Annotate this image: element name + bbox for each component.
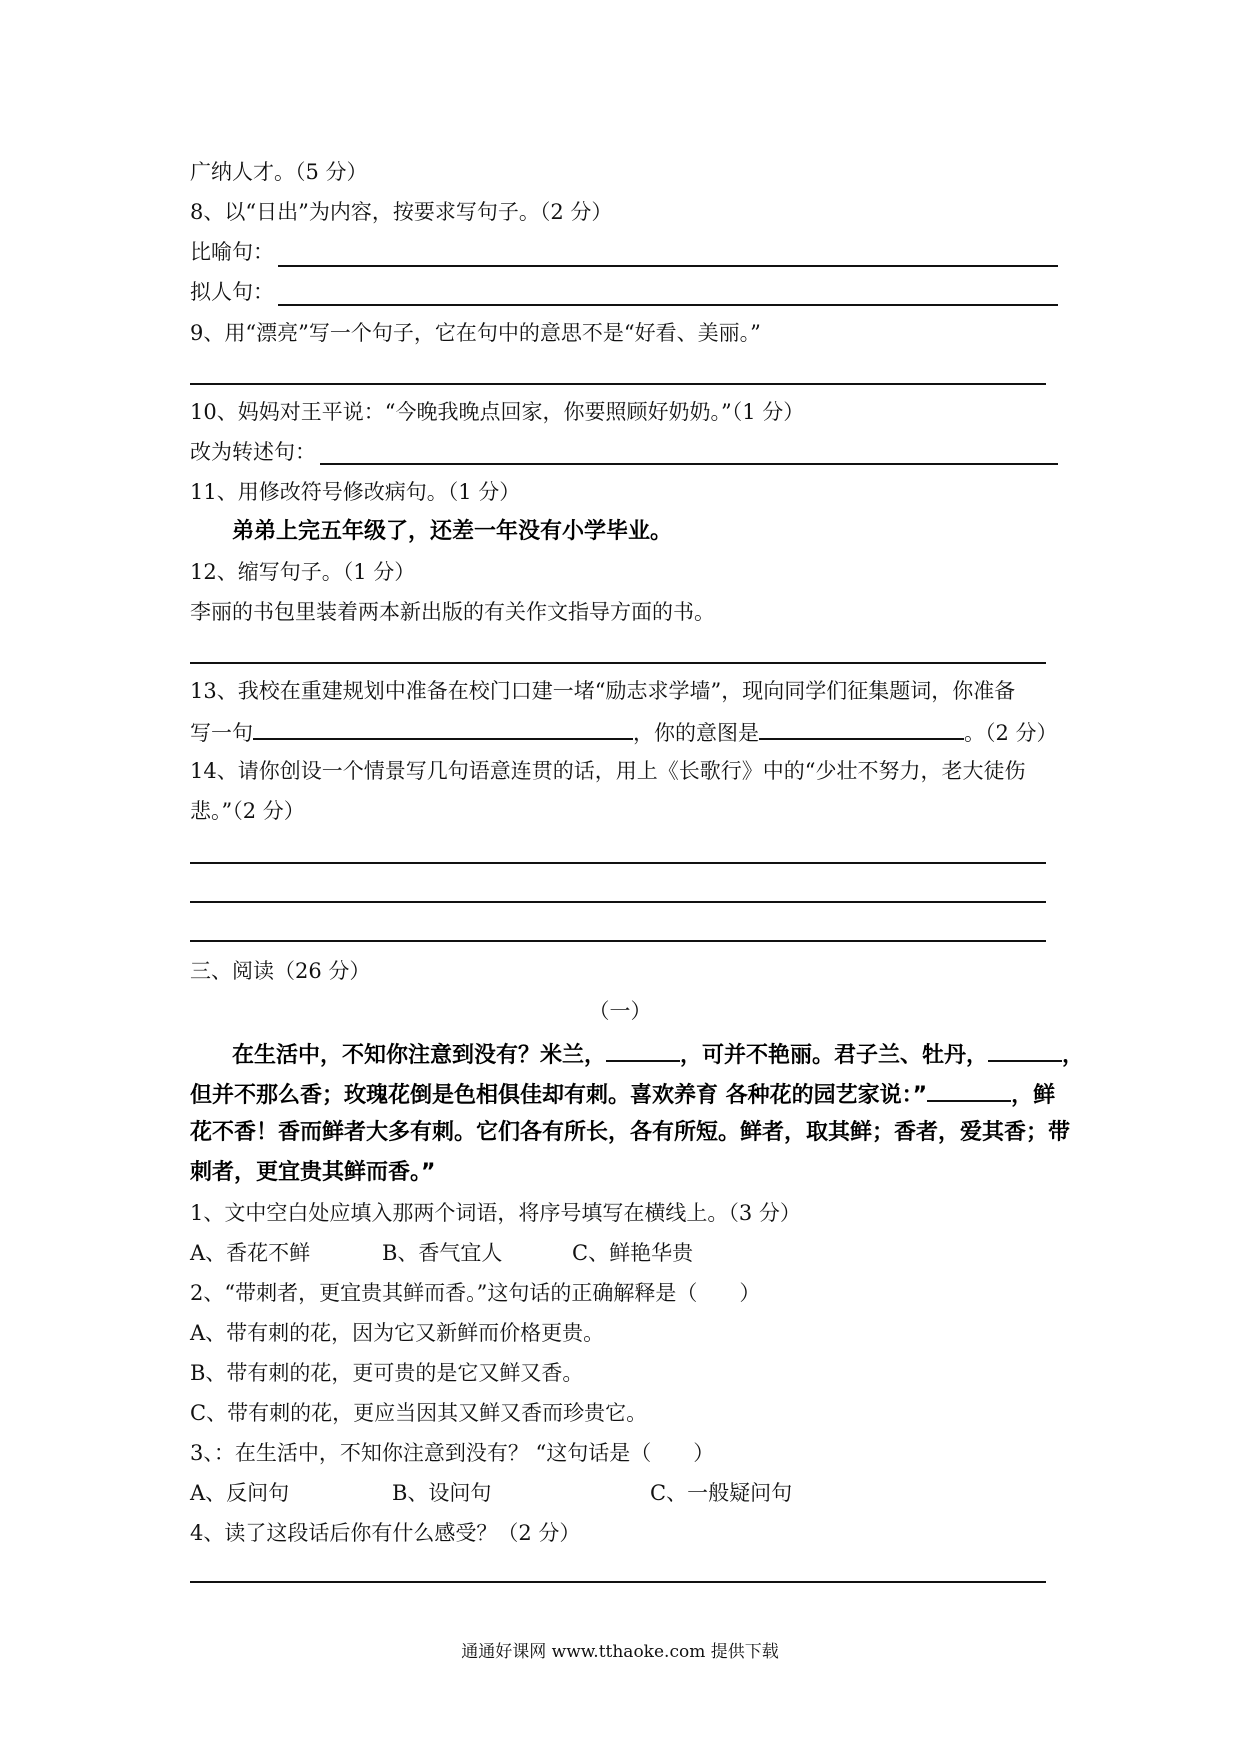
q13-suffix: 。（2 分） <box>964 721 1058 745</box>
indirect-speech-row <box>190 437 316 467</box>
reading-question-3: 3、：在生活中，不知你注意到没有？ “这句话是（ ） <box>190 1441 715 1465</box>
passage-line-1 <box>232 1038 1084 1071</box>
option-a: A、反问句 <box>190 1481 290 1505</box>
footer-credit: 通通好课网 www.tthaoke.com 提供下载 <box>461 1642 779 1662</box>
personification-row <box>190 277 274 307</box>
option-a: A、带有刺的花，因为它又新鲜而价格更贵。 <box>190 1321 605 1345</box>
q13-middle: ，你的意图是 <box>633 721 759 745</box>
option-c: C、一般疑问句 <box>650 1481 793 1505</box>
option-c: C、带有刺的花，更应当因其又鲜又香而珍贵它。 <box>190 1401 648 1425</box>
question-11: 11、用修改符号修改病句。（1 分） <box>190 480 521 504</box>
intention-blank[interactable] <box>759 716 964 740</box>
passage-text: ，鲜 <box>1011 1083 1056 1108</box>
question-13-answer-row <box>190 716 1058 748</box>
passage-line-3: 花不香！香而鲜者大多有刺。它们各有所长，各有所短。鲜者，取其鲜；香者，爱其香；带 <box>190 1120 1071 1145</box>
sentence-to-condense: 李丽的书包里装着两本新出版的有关作文指导方面的书。 <box>190 600 715 624</box>
q9-answer-line[interactable] <box>190 383 1046 385</box>
passage-text: ，可并不艳丽。君子兰、牡丹， <box>680 1043 989 1068</box>
option-b: B、香气宜人 <box>382 1241 503 1265</box>
personification-label: 拟人句： <box>190 280 274 304</box>
q14-answer-line-2[interactable] <box>190 901 1046 903</box>
q14-answer-line-1[interactable] <box>190 862 1046 864</box>
question-10: 10、妈妈对王平说：“今晚我晚点回家，你要照顾好奶奶。”（1 分） <box>190 400 805 424</box>
question-13: 13、我校在重建规划中准备在校门口建一堵“励志求学墙”，现向同学们征集题词，你准备 <box>190 679 1016 703</box>
question-9: 9、用“漂亮”写一个句子，它在句中的意思不是“好看、美丽。” <box>190 321 761 345</box>
reading-question-4: 4、读了这段话后你有什么感受？（2 分） <box>190 1521 581 1545</box>
passage-line-4: 刺者，更宜贵其鲜而香。” <box>190 1160 436 1185</box>
option-c: C、鲜艳华贵 <box>572 1241 694 1265</box>
option-b: B、设问句 <box>392 1481 492 1505</box>
question-12: 12、缩写句子。（1 分） <box>190 560 416 584</box>
section-3-heading: 三、阅读（26 分） <box>190 959 371 983</box>
passage-line-2 <box>190 1078 1055 1111</box>
passage-blank-3[interactable] <box>927 1078 1011 1102</box>
r4-answer-line[interactable] <box>190 1581 1046 1583</box>
option-a: A、香花不鲜 <box>190 1241 311 1265</box>
motto-blank[interactable] <box>253 716 633 740</box>
passage-number: （一） <box>588 999 652 1023</box>
question-8: 8、以“日出”为内容，按要求写句子。（2 分） <box>190 200 613 224</box>
simile-label: 比喻句： <box>190 240 274 264</box>
faulty-sentence: 弟弟上完五年级了，还差一年没有小学毕业。 <box>232 519 673 544</box>
option-b: B、带有刺的花，更可贵的是它又鲜又香。 <box>190 1361 584 1385</box>
q14-answer-line-3[interactable] <box>190 940 1046 942</box>
q13-prefix: 写一句 <box>190 721 253 745</box>
question-14-cont: 悲。”（2 分） <box>190 799 305 823</box>
passage-blank-1[interactable] <box>606 1038 680 1062</box>
text-line: 广纳人才。（5 分） <box>190 160 368 184</box>
question-14: 14、请你创设一个情景写几句语意连贯的话，用上《长歌行》中的“少壮不努力，老大徒伤 <box>190 759 1026 783</box>
personification-answer-line[interactable] <box>278 304 1058 306</box>
reading-question-1: 1、文中空白处应填入那两个词语，将序号填写在横线上。（3 分） <box>190 1201 801 1225</box>
simile-answer-line[interactable] <box>278 265 1058 267</box>
simile-row <box>190 237 274 267</box>
indirect-speech-answer-line[interactable] <box>320 463 1058 465</box>
indirect-speech-label: 改为转述句： <box>190 440 316 464</box>
passage-blank-2[interactable] <box>988 1038 1062 1062</box>
passage-text: 但并不那么香；玫瑰花倒是色相俱佳却有刺。喜欢养育 各种花的园艺家说：” <box>190 1083 928 1108</box>
q12-answer-line[interactable] <box>190 662 1046 664</box>
passage-text: 在生活中，不知你注意到没有？米兰， <box>232 1043 607 1068</box>
passage-text: ， <box>1062 1043 1085 1068</box>
reading-question-2: 2、“带刺者，更宜贵其鲜而香。”这句话的正确解释是（ ） <box>190 1281 761 1305</box>
